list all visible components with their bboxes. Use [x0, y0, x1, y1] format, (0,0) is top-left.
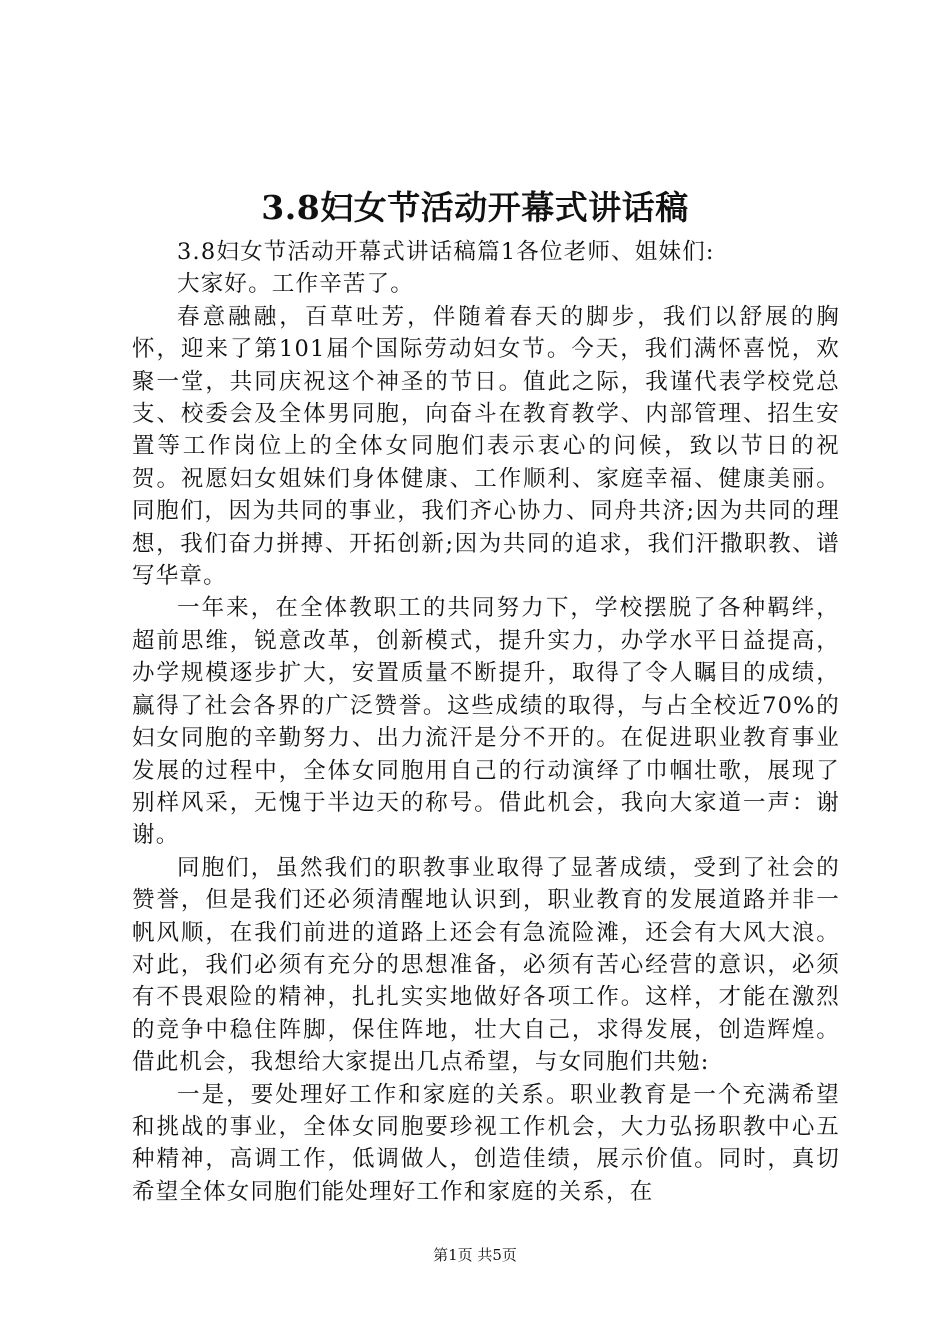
paragraph: 一是，要处理好工作和家庭的关系。职业教育是一个充满希望和挑战的事业，全体女同胞要珍视工作机会，大力弘扬职教中心五种精神，高调工作，低调做人，创造佳绩，展示价值。同时，真切希望全体女同胞们能处理好工作和家庭的关系，在 [132, 1081, 840, 1205]
document-body [132, 236, 840, 1208]
document-title: 3.8妇女节活动开幕式讲话稿 [261, 188, 689, 227]
paragraph: 春意融融，百草吐芳，伴随着春天的脚步，我们以舒展的胸怀，迎来了第101届个国际劳动妇女节。今天，我们满怀喜悦，欢聚一堂，共同庆祝这个神圣的节日。值此之际，我谨代表学校党总支、校委会及全体男同胞，向奋斗在教育教学、内部管理、招生安置等工作岗位上的全体女同胞们表示衷心的问候，致以节日的祝贺。祝愿妇女姐妹们身体健康、工作顺利、家庭幸福、健康美丽。同胞们，因为共同的事业，我们齐心协力、同舟共济;因为共同的理想，我们奋力拼搏、开拓创新;因为共同的追求，我们汗撒职教、谱写华章。 [132, 303, 840, 590]
paragraph: 3.8妇女节活动开幕式讲话稿篇1各位老师、姐妹们: [177, 239, 715, 265]
paragraph: 一年来，在全体教职工的共同努力下，学校摆脱了各种羁绊，超前思维，锐意改革，创新模式，提升实力，办学水平日益提高，办学规模逐步扩大，安置质量不断提升，取得了令人瞩目的成绩，赢得了社会各界的广泛赞誉。这些成绩的取得，与占全校近70%的妇女同胞的辛勤努力、出力流汗是分不开的。在促进职业教育事业发展的过程中，全体女同胞用自己的行动演绎了巾帼壮歌，展现了别样风采，无愧于半边天的称号。借此机会，我向大家道一声：谢谢。 [132, 595, 840, 849]
paragraph: 同胞们，虽然我们的职教事业取得了显著成绩，受到了社会的赞誉，但是我们还必须清醒地认识到，职业教育的发展道路并非一帆风顺，在我们前进的道路上还会有急流险滩，还会有大风大浪。对此，我们必须有充分的思想准备，必须有苦心经营的意识，必须有不畏艰险的精神，扎扎实实地做好各项工作。这样，才能在激烈的竞争中稳住阵脚，保住阵地，壮大自己，求得发展，创造辉煌。借此机会，我想给大家提出几点希望，与女同胞们共勉: [132, 854, 840, 1076]
paragraph: 大家好。工作辛苦了。 [177, 271, 415, 298]
page-footer: 第1页 共5页 [433, 1246, 517, 1264]
